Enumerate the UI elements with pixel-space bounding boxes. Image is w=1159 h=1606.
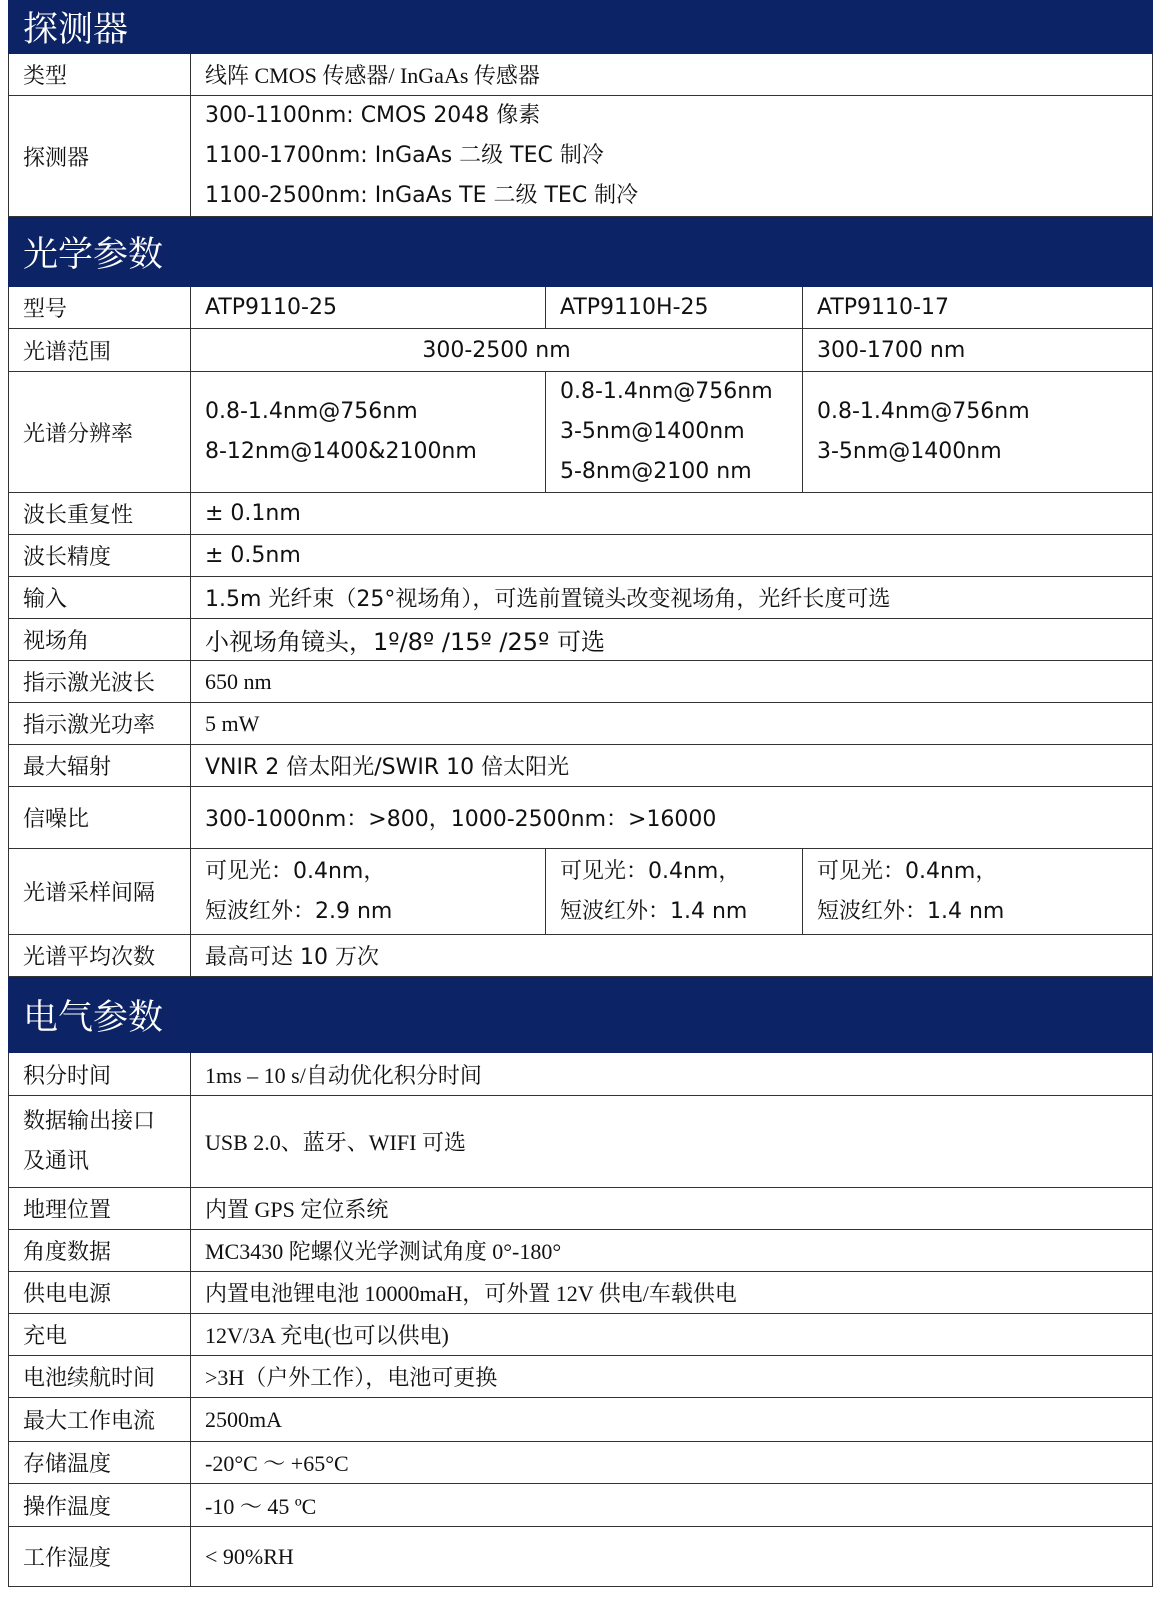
- sampling-2: [546, 849, 803, 935]
- elec-value-angle: MC3430 陀螺仪光学测试角度 0°-180°: [191, 1230, 1153, 1272]
- sampling-line: 短波红外：1.4 nm: [817, 898, 1005, 924]
- elec-value-location: 内置 GPS 定位系统: [191, 1188, 1153, 1230]
- model-3: ATP9110-17: [803, 287, 1153, 329]
- row-label-model: 型号: [9, 287, 191, 329]
- elec-label-integration: 积分时间: [9, 1053, 191, 1096]
- resolution-1: [191, 372, 546, 493]
- resolution-line: 0.8-1.4nm@756nm: [560, 379, 773, 404]
- section-header-electrical: 电气参数: [9, 977, 1153, 1053]
- row-label-accuracy: 波长精度: [9, 535, 191, 577]
- row-value-detector: [191, 96, 1153, 217]
- row-label-resolution: 光谱分辨率: [9, 372, 191, 493]
- sampling-line: 可见光：0.4nm，: [817, 858, 998, 884]
- row-label-sampling: 光谱采样间隔: [9, 849, 191, 935]
- sampling-line: 可见光：0.4nm，: [205, 858, 386, 884]
- row-value-accuracy: ± 0.5nm: [191, 535, 1153, 577]
- resolution-line: 5-8nm@2100 nm: [560, 459, 752, 484]
- row-value-fov: 小视场角镜头，1º/8º /15º /25º 可选: [191, 619, 1153, 661]
- elec-label-interface: 数据输出接口及通讯: [9, 1096, 191, 1188]
- elec-label-battery: 电池续航时间: [9, 1356, 191, 1398]
- sampling-1: [191, 849, 546, 935]
- resolution-line: 8-12nm@1400&2100nm: [205, 439, 477, 464]
- resolution-line: 0.8-1.4nm@756nm: [817, 399, 1030, 424]
- elec-label-power: 供电电源: [9, 1272, 191, 1314]
- spec-table: [8, 0, 1153, 1587]
- elec-label-humidity: 工作湿度: [9, 1527, 191, 1587]
- sampling-3: [803, 849, 1153, 935]
- detector-line: 1100-2500nm: InGaAs TE 二级 TEC 制冷: [205, 183, 639, 208]
- elec-value-humidity: < 90%RH: [191, 1527, 1153, 1587]
- detector-line: 300-1100nm: CMOS 2048 像素: [205, 103, 541, 128]
- row-value-input: 1.5m 光纤束（25°视场角），可选前置镜头改变视场角，光纤长度可选: [191, 577, 1153, 619]
- row-label-input: 输入: [9, 577, 191, 619]
- elec-value-current: 2500mA: [191, 1398, 1153, 1442]
- row-value-repeatability: ± 0.1nm: [191, 493, 1153, 535]
- row-label-range: 光谱范围: [9, 329, 191, 372]
- sampling-line: 可见光：0.4nm，: [560, 858, 741, 884]
- sampling-line: 短波红外：1.4 nm: [560, 898, 748, 924]
- model-1: ATP9110-25: [191, 287, 546, 329]
- elec-value-storage-temp: -20°C ～ +65°C: [191, 1442, 1153, 1484]
- row-value-laser-power: 5 mW: [191, 703, 1153, 745]
- row-value-averaging: 最高可达 10 万次: [191, 935, 1153, 977]
- row-label-repeatability: 波长重复性: [9, 493, 191, 535]
- resolution-3: [803, 372, 1153, 493]
- resolution-2: [546, 372, 803, 493]
- elec-label-current: 最大工作电流: [9, 1398, 191, 1442]
- elec-label-charge: 充电: [9, 1314, 191, 1356]
- row-label-averaging: 光谱平均次数: [9, 935, 191, 977]
- row-value-laser-wavelength: 650 nm: [191, 661, 1153, 703]
- row-label-fov: 视场角: [9, 619, 191, 661]
- model-2: ATP9110H-25: [546, 287, 803, 329]
- elec-label-location: 地理位置: [9, 1188, 191, 1230]
- row-label-max-radiation: 最大辐射: [9, 745, 191, 787]
- row-value-snr: 300-1000nm：>800，1000-2500nm：>16000: [191, 787, 1153, 849]
- row-value-type: 线阵 CMOS 传感器/ InGaAs 传感器: [191, 54, 1153, 96]
- section-header-optical: 光学参数: [9, 217, 1153, 287]
- range-value-a: 300-2500 nm: [191, 329, 803, 372]
- sampling-line: 短波红外：2.9 nm: [205, 898, 393, 924]
- row-label-type: 类型: [9, 54, 191, 96]
- row-label-laser-wavelength: 指示激光波长: [9, 661, 191, 703]
- elec-value-battery: >3H（户外工作），电池可更换: [191, 1356, 1153, 1398]
- row-label-laser-power: 指示激光功率: [9, 703, 191, 745]
- elec-value-power: 内置电池锂电池 10000maH，可外置 12V 供电/车载供电: [191, 1272, 1153, 1314]
- row-label-snr: 信噪比: [9, 787, 191, 849]
- spec-sheet: [8, 0, 1152, 1587]
- elec-label-angle: 角度数据: [9, 1230, 191, 1272]
- elec-label-operating-temp: 操作温度: [9, 1484, 191, 1527]
- resolution-line: 0.8-1.4nm@756nm: [205, 399, 418, 424]
- section-header-detector: 探测器: [9, 1, 1153, 54]
- row-label-detector: 探测器: [9, 96, 191, 217]
- elec-label-storage-temp: 存储温度: [9, 1442, 191, 1484]
- detector-line: 1100-1700nm: InGaAs 二级 TEC 制冷: [205, 143, 604, 168]
- range-value-b: 300-1700 nm: [803, 329, 1153, 372]
- resolution-line: 3-5nm@1400nm: [817, 439, 1002, 464]
- elec-value-interface: USB 2.0、蓝牙、WIFI 可选: [191, 1096, 1153, 1188]
- elec-value-operating-temp: -10 ～ 45 ºC: [191, 1484, 1153, 1527]
- elec-value-integration: 1ms – 10 s/自动优化积分时间: [191, 1053, 1153, 1096]
- row-value-max-radiation: VNIR 2 倍太阳光/SWIR 10 倍太阳光: [191, 745, 1153, 787]
- elec-value-charge: 12V/3A 充电(也可以供电): [191, 1314, 1153, 1356]
- resolution-line: 3-5nm@1400nm: [560, 419, 745, 444]
